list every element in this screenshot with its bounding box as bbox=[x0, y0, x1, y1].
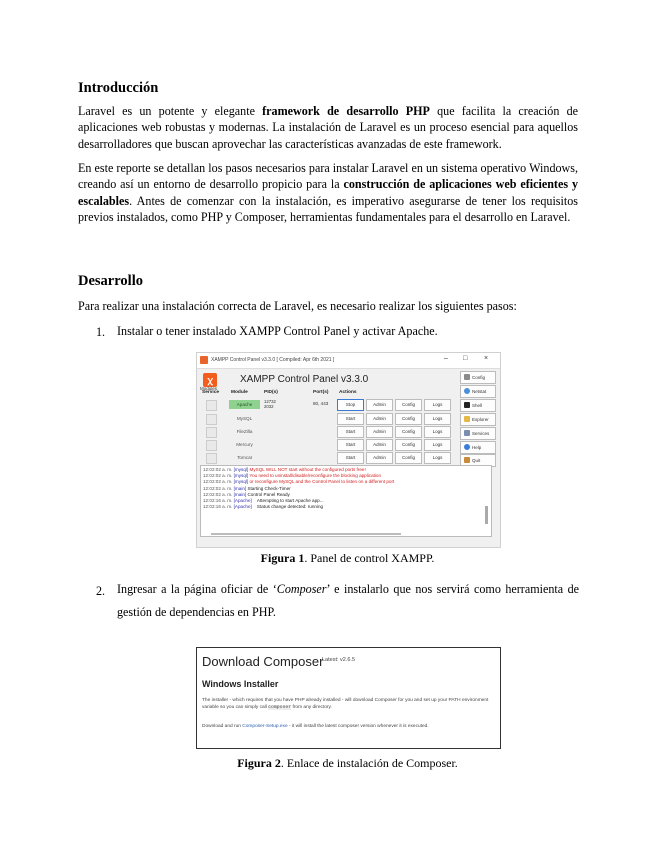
module-name: MySQL bbox=[236, 416, 253, 421]
log-panel[interactable] bbox=[200, 465, 492, 537]
log-line: 12:02:16 a. m. [Apache] Attempting to start Apache app... bbox=[203, 498, 324, 504]
intro-paragraph-1: Laravel es un potente y elegante framework de desarrollo PHP que facilita la creación de aplicaciones web robustas y modernas. La instalación de Laravel es un proceso esencial para aquellos desarrolladores que buscan aprovechar las características avanzadas de este framework. bbox=[78, 104, 578, 151]
start-button[interactable]: Start bbox=[337, 413, 364, 425]
composer-download-paragraph: Download and run Composer-Setup.exe - it will install the latest composer version whenever it is executed. bbox=[202, 724, 429, 729]
log-line: 12:02:02 a. m. [main] Control Panel Ready bbox=[203, 491, 290, 497]
side-services-button[interactable]: Services bbox=[460, 427, 496, 440]
composer-subtitle: Windows Installer bbox=[202, 679, 279, 689]
modules-label: Modules bbox=[200, 386, 218, 391]
admin-button[interactable]: Admin bbox=[366, 426, 393, 438]
col-service: Service bbox=[202, 390, 220, 395]
service-checkbox[interactable] bbox=[206, 400, 217, 411]
xampp-logo-icon: ꭓ bbox=[203, 373, 217, 387]
start-button[interactable]: Start bbox=[337, 439, 364, 451]
minimize-icon[interactable]: – bbox=[444, 355, 448, 362]
col-module: Module bbox=[231, 390, 248, 395]
logs-button[interactable]: Logs bbox=[424, 399, 451, 411]
module-pid: 12732 2032 bbox=[264, 399, 276, 409]
col-actions: Actions bbox=[339, 390, 357, 395]
step-2-text: Ingresar a la página oficiar de ‘Composer’ e instalarlo que nos servirá como herramienta de gestión de dependencias en PHP. bbox=[117, 582, 579, 619]
admin-button[interactable]: Admin bbox=[366, 399, 393, 411]
quit-icon bbox=[464, 457, 470, 463]
composer-latest-version: Latest: v2.6.5 bbox=[322, 657, 356, 663]
service-checkbox[interactable] bbox=[206, 427, 217, 438]
logs-button[interactable]: Logs bbox=[424, 439, 451, 451]
col-ports: Port(s) bbox=[313, 390, 329, 395]
admin-button[interactable]: Admin bbox=[366, 439, 393, 451]
xampp-titlebar bbox=[197, 353, 500, 369]
xampp-screenshot bbox=[196, 352, 501, 548]
module-row-filezilla bbox=[197, 426, 452, 438]
heading-introduccion: Introducción bbox=[78, 80, 159, 96]
log-scrollbar[interactable] bbox=[485, 506, 488, 524]
module-row-mysql bbox=[197, 413, 452, 425]
start-button[interactable]: Start bbox=[337, 426, 364, 438]
config-button[interactable]: Config bbox=[395, 439, 422, 451]
help-icon bbox=[464, 444, 470, 450]
service-checkbox[interactable] bbox=[206, 453, 217, 464]
module-name: Apache bbox=[229, 400, 260, 409]
xampp-window-title: XAMPP Control Panel v3.3.0 [ Compiled: Apr 6th 2021 ] bbox=[211, 357, 335, 363]
log-line: 12:02:02 a. m. [mysql] MySQL WILL NOT start without the configured ports free! bbox=[203, 467, 366, 472]
logs-button[interactable]: Logs bbox=[424, 452, 451, 464]
config-button[interactable]: Config bbox=[395, 413, 422, 425]
terminal-icon bbox=[464, 402, 470, 408]
side-config-button[interactable]: Config bbox=[460, 371, 496, 384]
step-1-text: Instalar o tener instalado XAMPP Control Panel y activar Apache. bbox=[117, 324, 438, 338]
step-1-number: 1. bbox=[96, 325, 106, 339]
module-row-mercury bbox=[197, 439, 452, 451]
side-quit-button[interactable]: Quit bbox=[460, 454, 496, 467]
composer-screenshot bbox=[196, 647, 501, 749]
service-checkbox[interactable] bbox=[206, 440, 217, 451]
side-netstat-button[interactable]: Netstat bbox=[460, 385, 496, 398]
composer-installer-paragraph: The installer - which requires that you have PHP already installed - will download Composer for you and set up your PATH environment variable so you can simply call composer from any directory. bbox=[202, 698, 489, 710]
admin-button[interactable]: Admin bbox=[366, 452, 393, 464]
folder-icon bbox=[464, 416, 470, 422]
close-icon[interactable]: × bbox=[484, 355, 489, 362]
config-button[interactable]: Config bbox=[395, 426, 422, 438]
maximize-icon[interactable]: □ bbox=[463, 355, 468, 362]
log-line: 12:02:02 a. m. [mysql] You need to uninstall/disable/reconfigure the blocking application bbox=[203, 473, 382, 479]
figure-2-caption: Figura 2. Enlace de instalación de Composer. bbox=[237, 756, 458, 770]
module-row-apache bbox=[197, 399, 452, 411]
heading-desarrollo: Desarrollo bbox=[78, 273, 143, 289]
log-line: 12:02:16 a. m. [Apache] Status change detected: running bbox=[203, 504, 324, 510]
service-checkbox[interactable] bbox=[206, 414, 217, 425]
globe-icon bbox=[464, 388, 470, 394]
side-help-button[interactable]: Help bbox=[460, 441, 496, 454]
config-button[interactable]: Config bbox=[395, 452, 422, 464]
dev-intro: Para realizar una instalación correcta de Laravel, es necesario realizar los siguientes pasos: bbox=[78, 299, 517, 313]
logs-button[interactable]: Logs bbox=[424, 413, 451, 425]
composer-title: Download Composer bbox=[202, 654, 324, 669]
xampp-icon bbox=[200, 356, 208, 364]
figure-1-caption: Figura 1. Panel de control XAMPP. bbox=[260, 551, 435, 565]
step-2-number: 2. bbox=[96, 584, 106, 598]
intro-paragraph-2: En este reporte se detallan los pasos necesarios para instalar Laravel en un sistema operativo Windows, creando así un entorno de desarrollo propicio para la construcción de aplicaciones web eficientes y escalables. Antes de comenzar con la instalación, es imperativo asegurarse de tener los requisitos previos instalados, como PHP y Composer, herramientas fundamentales para el desarrollo en Laravel. bbox=[78, 161, 578, 224]
config-button[interactable]: Config bbox=[395, 399, 422, 411]
module-row-tomcat bbox=[197, 452, 452, 464]
module-port: 80, 443 bbox=[313, 401, 329, 406]
log-line: 12:02:02 a. m. [mysql] or reconfigure MySQL and the Control Panel to listen on a different port bbox=[203, 479, 395, 485]
side-explorer-button[interactable]: Explorer bbox=[460, 413, 496, 426]
module-name: FileZilla bbox=[236, 429, 253, 434]
module-name: Mercury bbox=[236, 442, 253, 447]
xampp-panel-title: XAMPP Control Panel v3.3.0 bbox=[240, 374, 369, 385]
admin-button[interactable]: Admin bbox=[366, 413, 393, 425]
logs-button[interactable]: Logs bbox=[424, 426, 451, 438]
stop-button[interactable]: Stop bbox=[337, 399, 364, 411]
composer-setup-link[interactable]: Composer-Setup.exe bbox=[242, 724, 288, 729]
start-button[interactable]: Start bbox=[337, 452, 364, 464]
wrench-icon bbox=[464, 374, 470, 380]
services-icon bbox=[464, 430, 470, 436]
log-line: 12:02:02 a. m. [main] Starting Check-Timer bbox=[203, 485, 291, 491]
xampp-header bbox=[197, 369, 500, 391]
col-pids: PID(s) bbox=[264, 390, 278, 395]
log-hscrollbar[interactable] bbox=[211, 533, 401, 535]
side-shell-button[interactable]: Shell bbox=[460, 399, 496, 412]
module-name: Tomcat bbox=[237, 455, 252, 460]
